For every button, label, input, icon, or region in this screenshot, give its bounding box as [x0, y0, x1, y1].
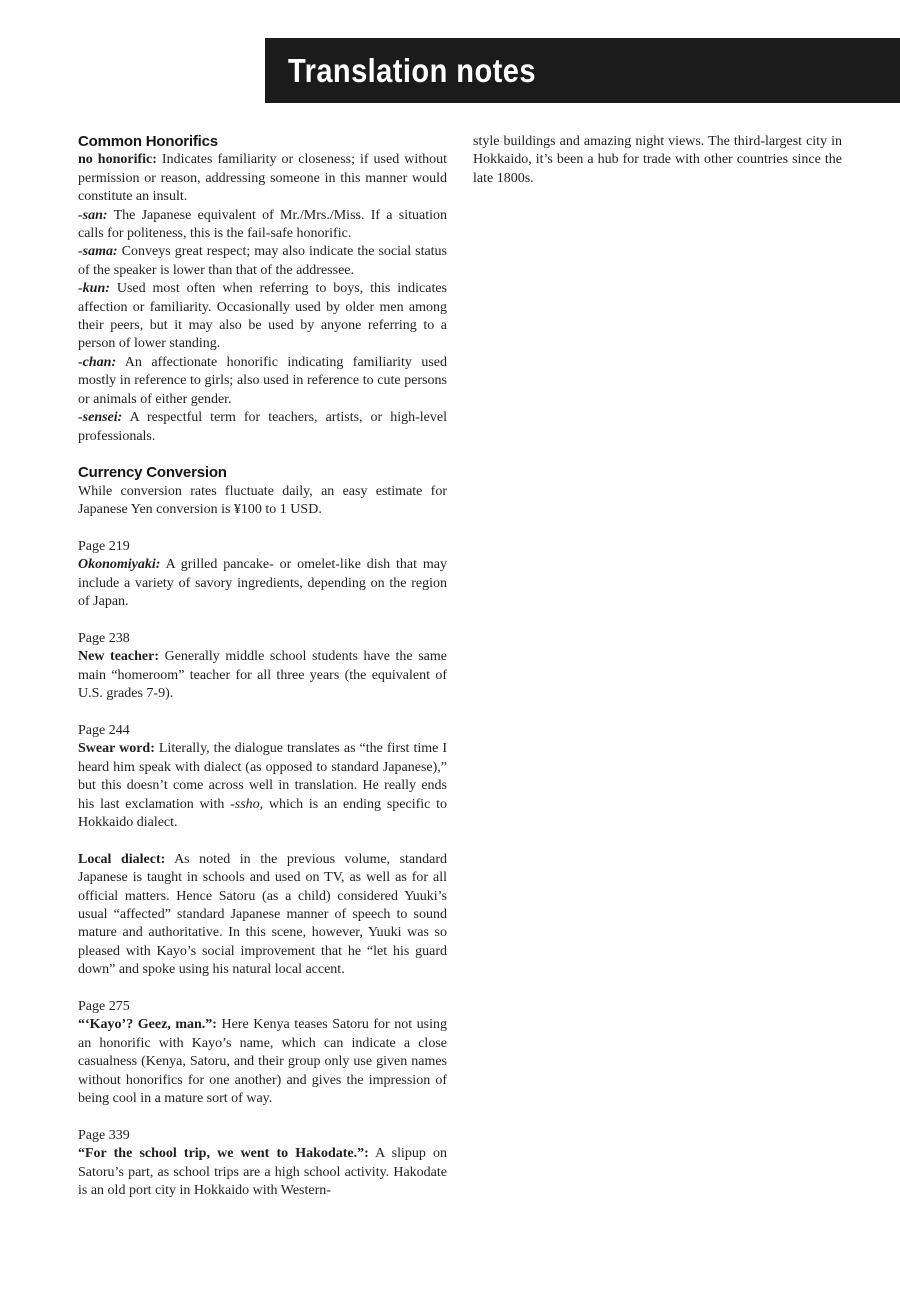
entry-term: -sama: [78, 244, 118, 260]
section-heading: Common Honorifics [78, 133, 218, 150]
paragraph [78, 483, 447, 520]
title-banner [265, 38, 900, 103]
entry-text: Generally middle school students have the same main “homeroom” teacher for all three years (the equivalent of U.S. grades 7-9). [78, 649, 447, 702]
note-entry [78, 1145, 447, 1200]
section-spacer [78, 704, 447, 722]
entry-term: “For the school trip, we went to Hakodate.”: [78, 1146, 369, 1162]
entry-term: -kun: [78, 281, 110, 297]
right-column [473, 133, 842, 188]
entry-term: Okonomiyaki: [78, 557, 161, 573]
entry-text: Used most often when referring to boys, this indicates affection or familiarity. Occasionally used by older men among their peers, but it may also be used by anyone referring to a person of lower standing. [78, 281, 447, 352]
left-column [78, 133, 447, 1200]
note-entry [78, 207, 447, 244]
entry-term: New teacher: [78, 649, 159, 665]
section-spacer [78, 1108, 447, 1126]
entry-text: An affectionate honorific indicating familiarity used mostly in reference to girls; also used in reference to cute persons or animals of either gender. [78, 354, 447, 407]
entry-text: While conversion rates fluctuate daily, an easy estimate for Japanese Yen conversion is ¥100 to 1 USD. [78, 483, 447, 518]
entry-term: -san: [78, 207, 108, 223]
note-entry [78, 740, 447, 832]
note-entry [78, 243, 447, 280]
note-entry [78, 851, 447, 980]
entry-term: -chan: [78, 354, 117, 370]
note-entry [78, 648, 447, 703]
entry-text: Literally, the dialogue translates as “the first time I heard him speak with dialect (as opposed to standard Japanese),” but this doesn’t come across well in translation. He really ends his last exclamation with [78, 741, 448, 812]
entry-text: Here Kenya teases Satoru for not using an honorific with Kayo’s name, which can indicate a close casualness (Kenya, Satoru, and their group only use given names without honorifics for one another) and gives the impression of being cool in a mature sort of way. [78, 1017, 447, 1107]
page-number-label: Page 244 [78, 722, 130, 738]
note-entry [78, 1016, 447, 1108]
entry-term: -sensei: [78, 410, 123, 426]
page-number-label: Page 339 [78, 1127, 130, 1143]
note-entry [78, 409, 447, 446]
entry-text-italic: -ssho [230, 796, 260, 812]
note-entry [78, 280, 447, 354]
entry-text: The Japanese equivalent of Mr./Mrs./Miss. If a situation calls for politeness, this is the fail-safe honorific. [78, 207, 447, 242]
section-spacer [78, 520, 447, 538]
note-entry [78, 556, 447, 611]
page-title: Translation notes [288, 51, 536, 89]
entry-text: A grilled pancake- or omelet-like dish that may include a variety of savory ingredients, depending on the region of Japan. [78, 557, 448, 610]
section-heading: Currency Conversion [78, 464, 227, 482]
note-entry [78, 151, 447, 206]
entry-text: A slipup on Satoru’s part, as school trips are a high school activity. Hakodate is an old port city in Hokkaido with Western- [78, 1146, 447, 1199]
section-spacer [78, 832, 447, 850]
entry-text: , which is an ending specific to Hokkaido dialect. [78, 796, 447, 830]
continuation-paragraph: style buildings and amazing night views. The third-largest city in Hokkaido, it’s been a hub for trade with other countries since the late 1800s. [473, 134, 842, 186]
entry-term: no honorific: [78, 152, 157, 168]
page-number-label: Page 275 [78, 999, 130, 1014]
section-spacer [78, 446, 447, 464]
section-spacer [78, 612, 447, 630]
page-number-label: Page 238 [78, 630, 130, 646]
note-entry [78, 354, 447, 409]
entry-text: As noted in the previous volume, standard Japanese is taught in schools and used on TV, as well as for all official matters. Hence Satoru (as a child) considered Yuuki’s usual “affected” standard Japanese manner of speech to sound mature and authoritative. In this scene, however, Yuuki was so pleased with Kayo’s social improvement that he “let his guard down” and spoke using his natural local accent. [78, 851, 448, 978]
entry-term: “‘Kayo’? Geez, man.”: [78, 1017, 217, 1033]
entry-text: Conveys great respect; may also indicate the social status of the speaker is lower than that of the addressee. [78, 244, 448, 278]
entry-text: A respectful term for teachers, artists, or high-level professionals. [78, 410, 447, 444]
entry-term: Local dialect: [78, 851, 166, 867]
section-spacer [78, 980, 447, 998]
entry-text: Indicates familiarity or closeness; if used without permission or reason, addressing someone in this manner would constitute an insult. [78, 152, 448, 205]
page-number-label: Page 219 [78, 538, 130, 554]
entry-term: Swear word: [78, 741, 155, 757]
